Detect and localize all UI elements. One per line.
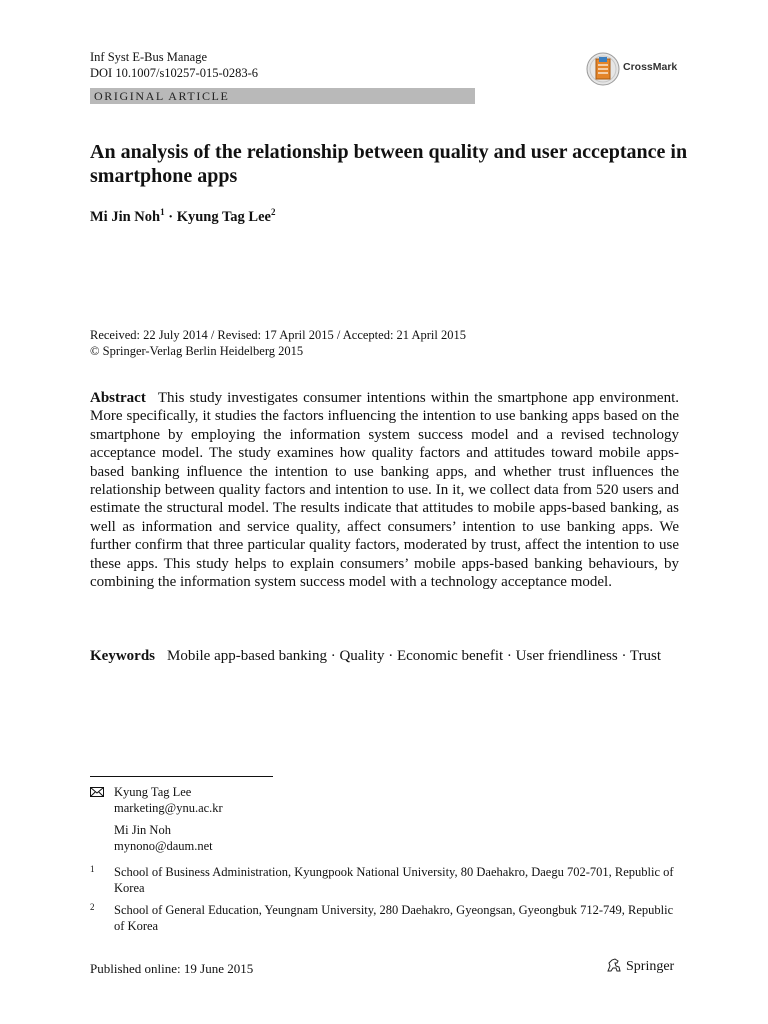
affiliation-number: 1: [90, 864, 95, 874]
copyright: © Springer-Verlag Berlin Heidelberg 2015: [90, 344, 304, 358]
footnote-divider: [90, 776, 273, 777]
crossmark-badge[interactable]: [586, 52, 686, 84]
journal-header: [90, 49, 258, 81]
published-online: Published online: 19 June 2015: [90, 961, 254, 976]
crossmark-label: CrossMark: [623, 61, 678, 73]
springer-logo[interactable]: [606, 958, 674, 975]
abstract-heading: Abstract: [90, 390, 146, 406]
journal-name: Inf Syst E-Bus Manage: [90, 50, 207, 64]
author-name[interactable]: Kyung Tag Lee: [176, 208, 271, 225]
author-list: [90, 207, 275, 226]
affiliation-number: 2: [90, 902, 95, 912]
contact-name: Kyung Tag Lee: [114, 785, 192, 799]
author-separator: ·: [164, 208, 177, 225]
received-revised-accepted: Received: 22 July 2014 / Revised: 17 April 2015 / Accepted: 21 April 2015: [90, 328, 466, 342]
publisher-name: Springer: [626, 959, 675, 974]
envelope-icon: [90, 787, 104, 797]
author-name[interactable]: Mi Jin Noh: [90, 208, 161, 225]
keywords: [90, 647, 679, 665]
author-affiliation-marker: 1: [160, 207, 165, 217]
abstract-text: This study investigates consumer intentions within the smartphone app environment. More specifically, it studies the factors influencing the intention to use banking apps based on the smartphone by employing the information system success model and a revised technology acceptance model. The study examines how quality factors and attitudes toward mobile apps-based banking influence the intention to use banking apps, and whether trust influences the relationship between quality factors and intention to use. In it, we collect data from 520 users and estimate the structural model. The results indicate that attitudes to mobile apps-based banking, as well as information and service quality, affect consumers’ intention to use banking apps. We further confirm that three particular quality factors, moderated by trust, affect the intention to use these apps. This study helps to explain consumers’ mobile apps-based banking behaviours, by combining the information system success model with a technology acceptance model.: [90, 390, 679, 591]
co-author-contact: [114, 822, 213, 854]
article-type-bar: [90, 88, 475, 104]
doi[interactable]: DOI 10.1007/s10257-015-0283-6: [90, 66, 259, 80]
publication-dates: [90, 327, 466, 359]
keywords-heading: Keywords: [90, 648, 155, 664]
springer-horse-icon: [606, 958, 622, 972]
affiliation-text: School of General Education, Yeungnam University, 280 Daehakro, Gyeongsan, Gyeongbuk 712-749, Republic of Korea: [114, 903, 674, 933]
affiliation-text: School of Business Administration, Kyungpook National University, 80 Daehakro, Daegu 702-701, Republic of Korea: [114, 865, 674, 895]
corresponding-author: [114, 784, 223, 816]
paper-title: An analysis of the relationship between quality and user acceptance in smartphone apps: [90, 141, 688, 187]
contact-email[interactable]: mynono@daum.net: [114, 839, 213, 853]
abstract: [90, 389, 679, 591]
keywords-text: Mobile app-based banking · Quality · Economic benefit · User friendliness · Trust: [167, 648, 662, 664]
contact-name: Mi Jin Noh: [114, 823, 171, 837]
crossmark-logo: [586, 52, 620, 86]
contact-email[interactable]: marketing@ynu.ac.kr: [114, 801, 223, 815]
author-affiliation-marker: 2: [270, 207, 276, 217]
article-type-label: ORIGINAL ARTICLE: [94, 89, 230, 103]
